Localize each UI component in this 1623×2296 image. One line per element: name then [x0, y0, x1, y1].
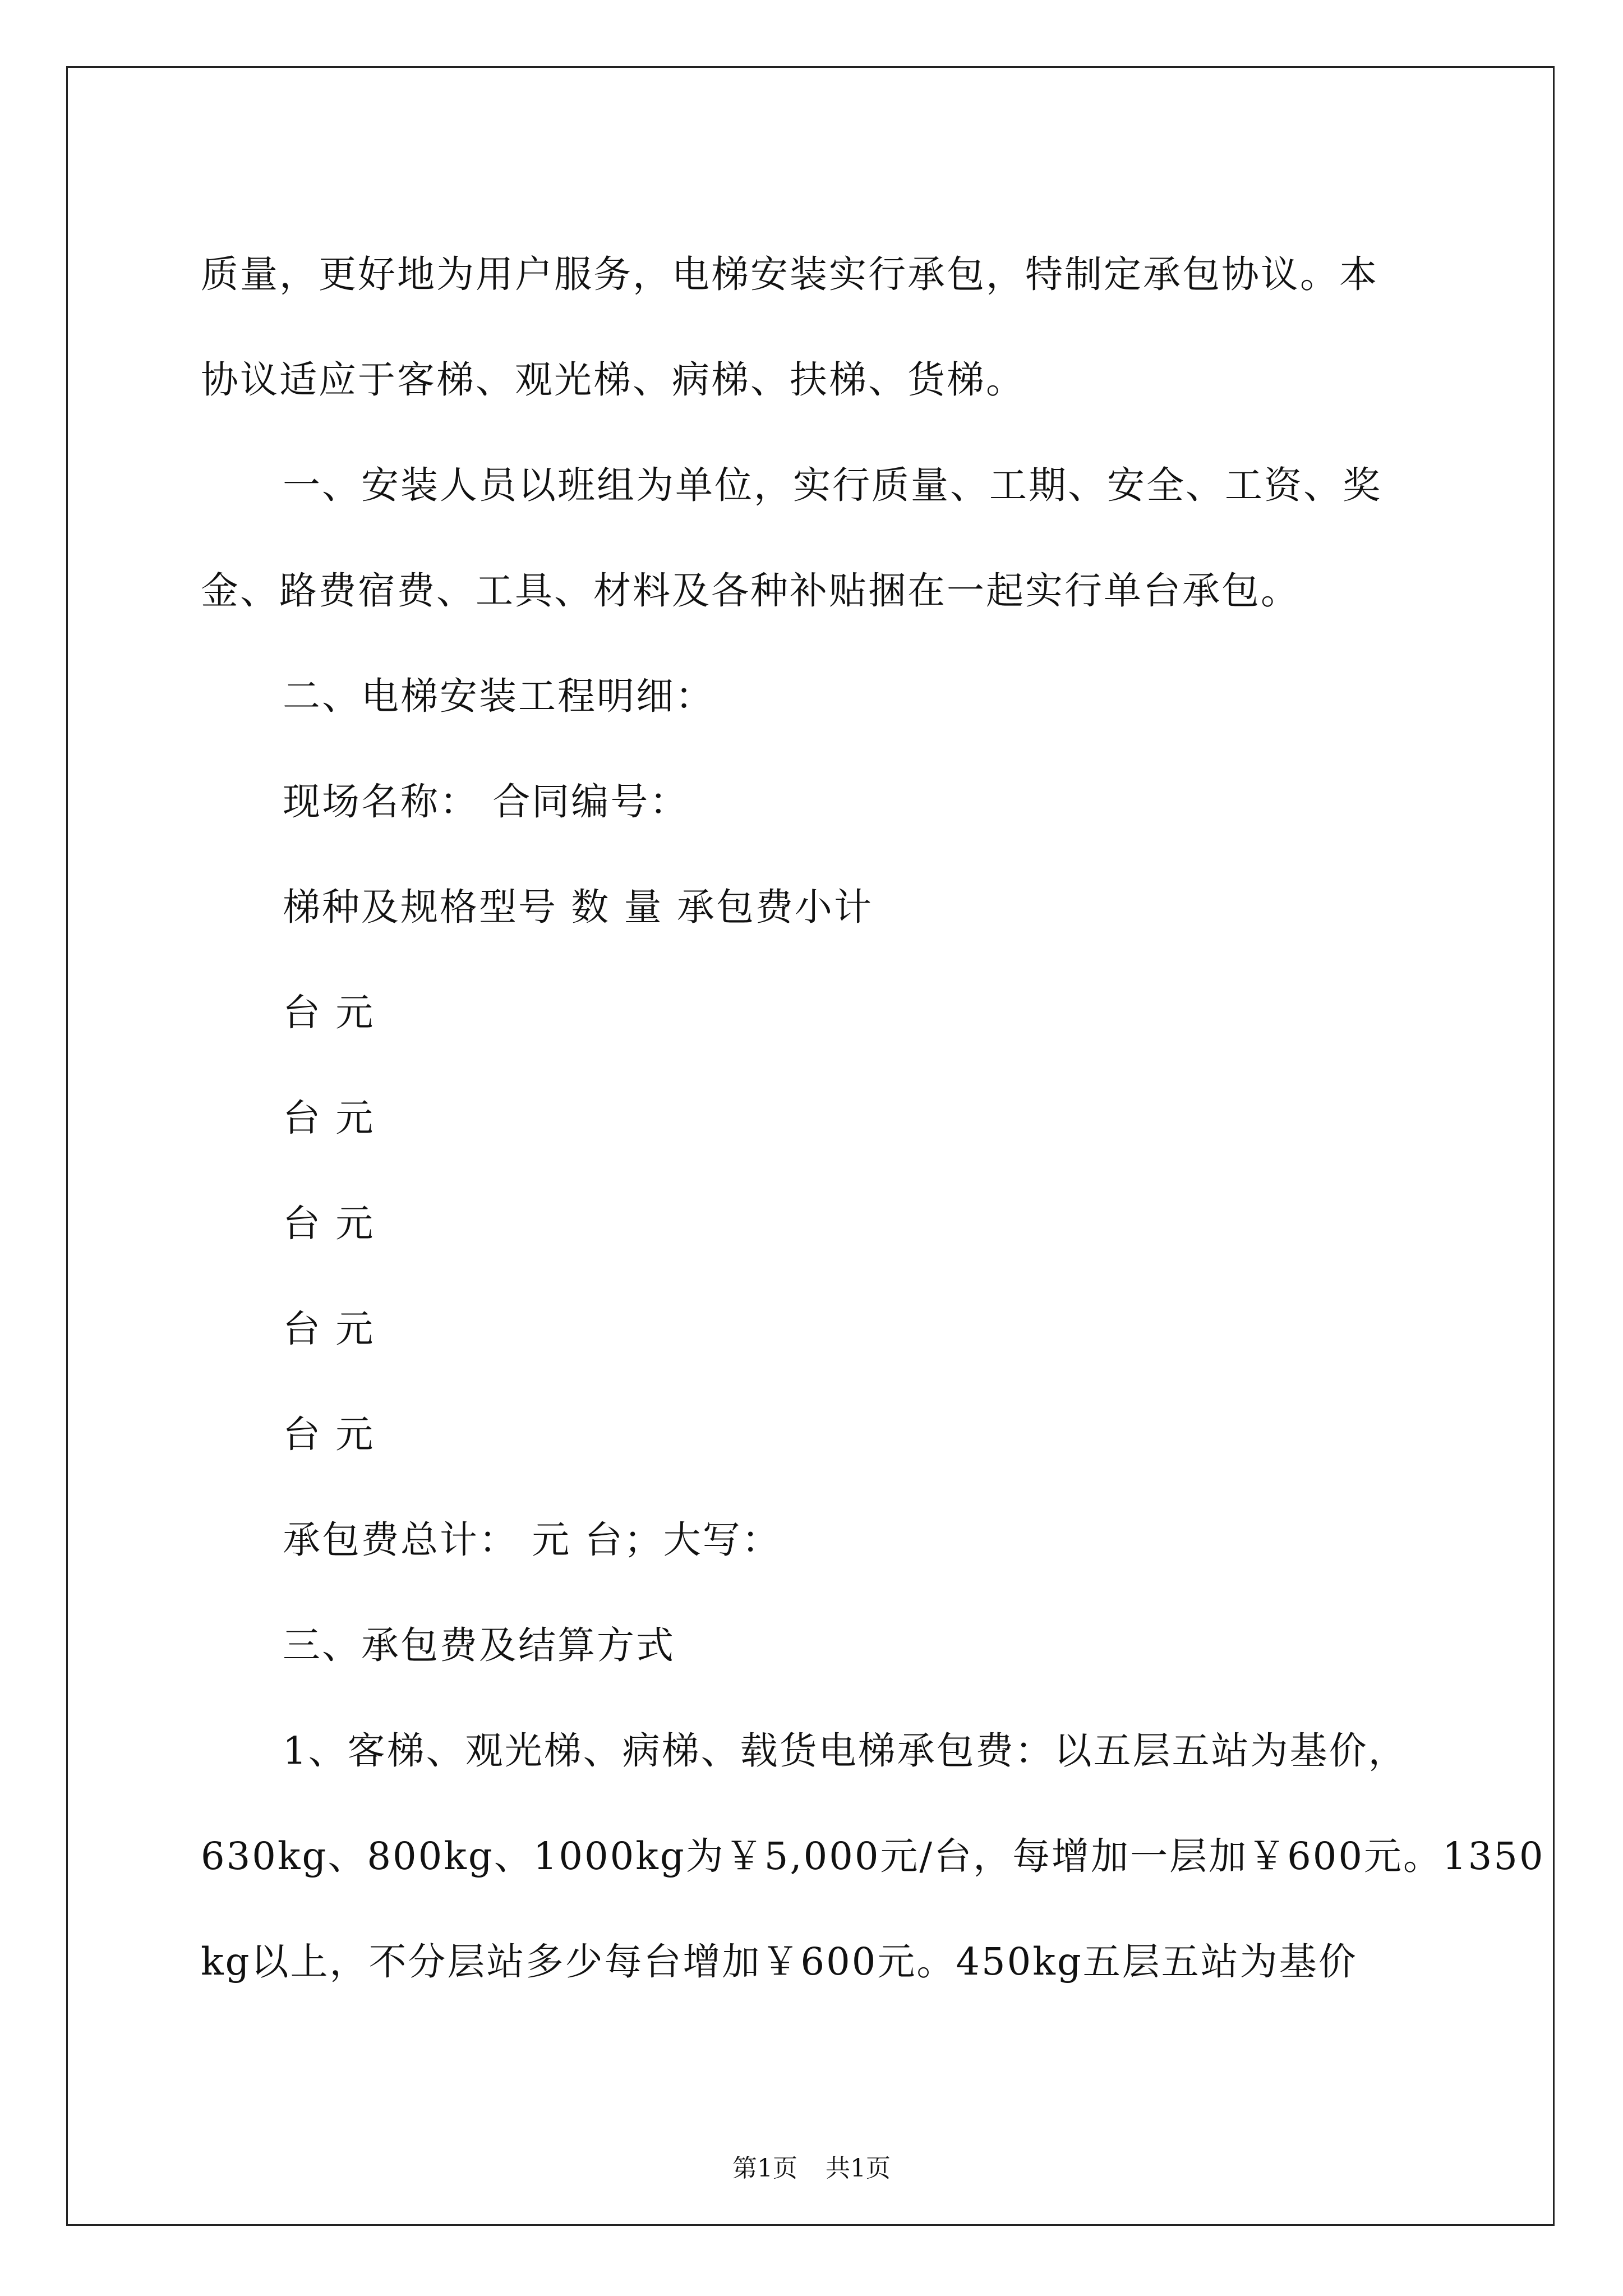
page-total: 共1页	[826, 2154, 891, 2183]
total-line	[201, 1487, 1435, 1593]
text-line: 台 元	[283, 1096, 375, 1140]
table-row	[201, 1065, 1435, 1171]
table-row	[201, 960, 1435, 1065]
table-header	[201, 854, 1435, 960]
text-line: 金、路费宿费、工具、材料及各种补贴捆在一起实行单台承包。	[201, 569, 1300, 613]
text-line: 一、安装人员以班组为单位，实行质量、工期、安全、工资、奖	[283, 463, 1382, 507]
paragraph-fee-1	[201, 1698, 1435, 1803]
text-line: 630kg、800kg、1000kg为￥5,000元/台，每增加一层加￥600元。1350	[201, 1834, 1545, 1878]
paragraph-section-1-cont	[201, 538, 1435, 643]
table-row	[201, 1171, 1435, 1276]
text-line: 三、承包费及结算方式	[283, 1623, 675, 1667]
text-line: 梯种及规格型号 数 量 承包费小计	[283, 885, 873, 929]
section-heading-2	[201, 643, 1435, 749]
paragraph-intro	[201, 222, 1435, 432]
text-line: 质量，更好地为用户服务，电梯安装实行承包，特制定承包协议。本	[201, 252, 1378, 296]
paragraph-fee-1-cont	[201, 1803, 1545, 2014]
text-line: 现场名称： 合同编号：	[283, 780, 689, 823]
table-row	[201, 1382, 1435, 1487]
section-heading-3	[201, 1593, 1435, 1698]
paragraph-section-1	[201, 432, 1435, 538]
text-line: 承包费总计： 元 台；大写：	[283, 1518, 781, 1562]
table-row	[201, 1276, 1435, 1382]
text-line: 台 元	[283, 1202, 375, 1245]
document-body	[201, 222, 1545, 2014]
text-line: 1、客梯、观光梯、病梯、载货电梯承包费：以五层五站为基价，	[283, 1729, 1408, 1773]
page-footer	[0, 2153, 1623, 2184]
text-line: 二、电梯安装工程明细：	[283, 674, 714, 718]
text-line: 台 元	[283, 991, 375, 1034]
text-line: 台 元	[283, 1307, 375, 1351]
page-number: 第1页	[732, 2154, 797, 2183]
text-line: kg以上，不分层站多少每台增加￥600元。450kg五层五站为基价	[201, 1940, 1358, 1984]
text-line: 协议适应于客梯、观光梯、病梯、扶梯、货梯。	[201, 358, 1025, 402]
field-site-contract	[201, 749, 1435, 854]
text-line: 台 元	[283, 1412, 375, 1456]
